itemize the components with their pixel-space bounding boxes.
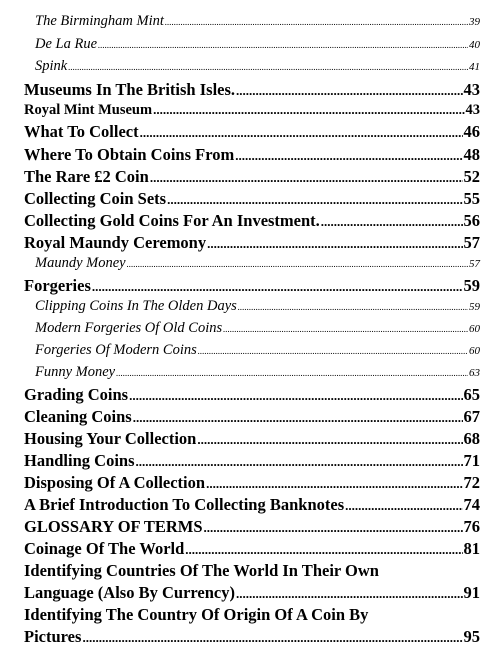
toc-entry-multiline-first-line[interactable]: Identifying The Country Of Origin Of A Coin By [24, 605, 369, 624]
toc-leader-dots [165, 13, 468, 30]
toc-entry-title: Maundy Money [35, 255, 126, 271]
toc-entry-page: 39 [469, 16, 480, 28]
toc-entry-page: 71 [463, 451, 480, 470]
toc-leader-dots [236, 583, 463, 603]
toc-entry-title: Cleaning Coins [24, 407, 132, 426]
toc-leader-dots [116, 364, 468, 381]
toc-entry[interactable] [24, 627, 480, 647]
toc-entry[interactable] [24, 122, 480, 142]
toc-entry[interactable] [35, 58, 480, 75]
toc-entry[interactable] [35, 298, 480, 315]
toc-leader-dots [150, 167, 463, 187]
toc-entry-title: GLOSSARY OF TERMS [24, 517, 203, 536]
toc-entry[interactable] [24, 517, 480, 537]
toc-entry[interactable] [24, 385, 480, 405]
toc-leader-dots [207, 233, 462, 253]
toc-leader-dots [238, 298, 468, 315]
toc-entry-page: 43 [465, 102, 480, 118]
toc-entry[interactable] [24, 495, 480, 515]
toc-leader-dots [68, 58, 468, 75]
toc-entry[interactable] [35, 255, 480, 272]
toc-leader-dots [129, 385, 462, 405]
toc-entry-title: Where To Obtain Coins From [24, 145, 235, 164]
toc-entry-page: 65 [463, 385, 480, 404]
toc-entry-title: A Brief Introduction To Collecting Banknotes [24, 495, 345, 514]
toc-entry-title: Disposing Of A Collection [24, 473, 206, 492]
toc-leader-dots [235, 145, 462, 165]
toc-entry-page: 67 [463, 407, 480, 426]
toc-entry-title: Royal Mint Museum [24, 102, 153, 118]
toc-entry-multiline-first-line[interactable]: Identifying Countries Of The World In Their Own [24, 561, 379, 580]
toc-leader-dots [133, 407, 463, 427]
toc-leader-dots [236, 80, 462, 100]
toc-entry-page: 60 [469, 323, 480, 335]
toc-entry[interactable] [24, 539, 480, 559]
toc-entry-page: 57 [469, 258, 480, 270]
toc-entry-page: 48 [463, 145, 480, 164]
toc-entry-title: Clipping Coins In The Olden Days [35, 298, 237, 314]
toc-entry[interactable] [24, 429, 480, 449]
toc-leader-dots [127, 255, 468, 272]
toc-entry-page: 63 [469, 367, 480, 379]
toc-leader-dots [223, 320, 468, 337]
toc-entry-page: 55 [463, 189, 480, 208]
toc-entry-page: 52 [463, 167, 480, 186]
toc-leader-dots [185, 539, 462, 559]
toc-entry[interactable] [24, 407, 480, 427]
toc-entry-page: 46 [463, 122, 480, 141]
toc-entry-title: What To Collect [24, 122, 139, 141]
toc-entry[interactable] [24, 189, 480, 209]
toc-leader-dots [197, 429, 462, 449]
toc-entry-title: Forgeries Of Modern Coins [35, 342, 197, 358]
toc-entry[interactable] [35, 342, 480, 359]
toc-entry[interactable] [35, 364, 480, 381]
toc-entry[interactable] [24, 276, 480, 296]
toc-entry[interactable] [24, 102, 480, 119]
toc-entry-page: 95 [463, 627, 480, 646]
toc-leader-dots [167, 189, 462, 209]
toc-entry[interactable] [24, 145, 480, 165]
toc-entry-page: 59 [463, 276, 480, 295]
toc-entry-page: 74 [463, 495, 480, 514]
toc-entry[interactable] [24, 80, 480, 100]
toc-entry-page: 43 [463, 80, 480, 99]
toc-leader-dots [206, 473, 462, 493]
toc-entry-title: Language (Also By Currency) [24, 583, 235, 602]
toc-leader-dots [345, 495, 462, 515]
toc-entry[interactable] [35, 13, 480, 30]
toc-entry-page: 59 [469, 301, 480, 313]
toc-entry-title: Funny Money [35, 364, 116, 380]
toc-entry-title: Housing Your Collection [24, 429, 197, 448]
toc-entry-title: Royal Maundy Ceremony [24, 233, 207, 252]
toc-entry-title: Museums In The British Isles. [24, 80, 236, 99]
toc-entry-page: 68 [463, 429, 480, 448]
toc-entry-title: Pictures [24, 627, 82, 646]
toc-entry-title: Collecting Gold Coins For An Investment. [24, 211, 320, 230]
toc-leader-dots [98, 36, 468, 53]
toc-entry-title: Handling Coins [24, 451, 135, 470]
toc-leader-dots [198, 342, 468, 359]
toc-entry[interactable] [24, 211, 480, 231]
toc-leader-dots [204, 517, 463, 537]
toc-entry-page: 76 [463, 517, 480, 536]
toc-entry[interactable] [24, 473, 480, 493]
toc-entry-page: 57 [463, 233, 480, 252]
toc-entry-title: Spink [35, 58, 68, 74]
toc-entry[interactable] [35, 320, 480, 337]
toc-entry[interactable] [24, 451, 480, 471]
toc-entry-page: 72 [463, 473, 480, 492]
toc-leader-dots [321, 211, 463, 231]
toc-entry-page: 56 [463, 211, 480, 230]
toc-entry[interactable] [24, 583, 480, 603]
toc-entry-page: 60 [469, 345, 480, 357]
toc-entry[interactable] [24, 233, 480, 253]
toc-entry-title: De La Rue [35, 36, 98, 52]
toc-entry[interactable] [35, 36, 480, 53]
toc-leader-dots [136, 451, 463, 471]
toc-entry-page: 40 [469, 39, 480, 51]
toc-entry[interactable] [24, 167, 480, 187]
toc-entry-title: The Rare £2 Coin [24, 167, 149, 186]
toc-entry-title: Coinage Of The World [24, 539, 185, 558]
toc-entry-title: Forgeries [24, 276, 91, 295]
toc-leader-dots [140, 122, 463, 142]
toc-entry-page: 41 [469, 61, 480, 73]
toc-leader-dots [82, 627, 462, 647]
toc-entry-title: The Birmingham Mint [35, 13, 164, 29]
toc-leader-dots [92, 276, 463, 296]
toc-entry-title: Collecting Coin Sets [24, 189, 167, 208]
toc-leader-dots [153, 102, 464, 119]
toc-entry-page: 91 [463, 583, 480, 602]
toc-entry-page: 81 [463, 539, 480, 558]
toc-entry-title: Modern Forgeries Of Old Coins [35, 320, 223, 336]
toc-entry-title: Grading Coins [24, 385, 129, 404]
